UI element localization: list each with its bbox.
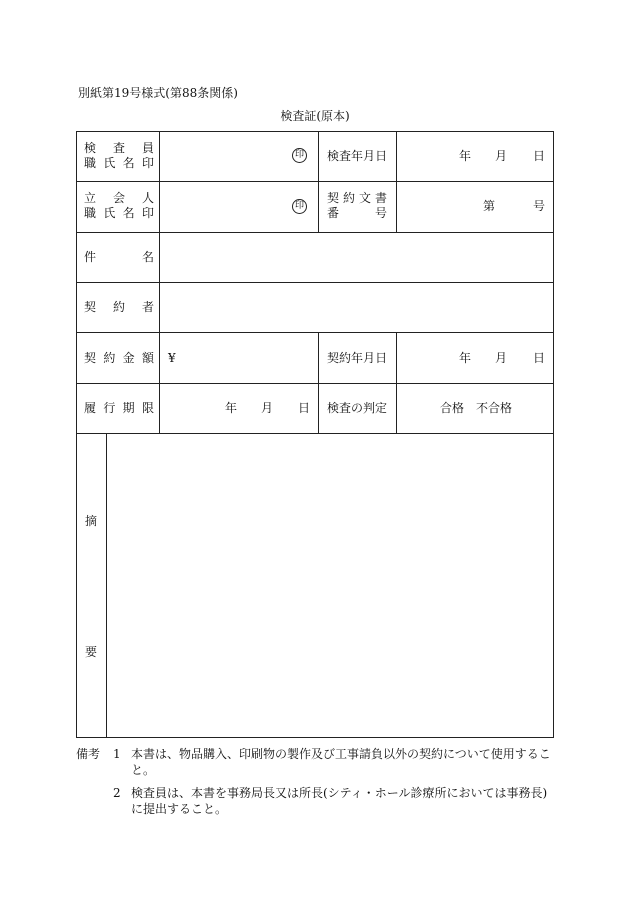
inspection-date-day: 日 — [533, 149, 546, 163]
remarks-label-top: 摘 — [85, 514, 98, 528]
form-number: 別紙第19号様式(第88条関係) — [78, 86, 238, 100]
deadline-day: 日 — [298, 401, 311, 415]
note-2-number: 2 — [113, 786, 121, 800]
judgement-label: 検査の判定 — [327, 401, 388, 415]
contract-date-month: 月 — [495, 351, 508, 365]
deadline-label: 履 行 期 限 — [84, 401, 154, 415]
contract-date-year: 年 — [459, 351, 472, 365]
judgement-options: 合格 不合格 — [440, 401, 513, 415]
note-2-text: 検査員は、本書を事務局長又は所長(シティ・ホール診療所においては事務長)に提出すること。 — [131, 786, 548, 816]
deadline-year: 年 — [225, 401, 238, 415]
witness-label: 立 会 人 — [84, 191, 154, 205]
contract-amount-label: 契 約 金 額 — [84, 351, 154, 365]
inspector-seal-mark: 印 — [292, 148, 307, 163]
yen-sign: ¥ — [168, 351, 176, 365]
note-1-number: 1 — [113, 747, 121, 761]
contract-doc-label: 契 約 文 書 — [327, 191, 387, 205]
remarks-label-bottom: 要 — [85, 645, 98, 659]
deadline-month: 月 — [261, 401, 274, 415]
inspector-label: 検 査 員 — [84, 141, 154, 155]
inspector-title-label: 職 氏 名 印 — [84, 156, 154, 170]
witness-title-label: 職 氏 名 印 — [84, 206, 154, 220]
inspection-date-month: 月 — [495, 149, 508, 163]
contract-date-day: 日 — [533, 351, 546, 365]
notes-label: 備考 — [76, 747, 101, 761]
witness-seal-mark: 印 — [292, 199, 307, 214]
contractor-label: 契 約 者 — [84, 300, 154, 314]
inspection-date-year: 年 — [459, 149, 472, 163]
contract-number-suffix: 号 — [533, 199, 546, 213]
contract-number-prefix: 第 — [483, 199, 496, 213]
subject-label: 件 名 — [84, 250, 154, 264]
note-1-text: 本書は、物品購入、印刷物の製作及び工事請負以外の契約について使用すること。 — [131, 747, 551, 777]
inspection-date-label: 検 査 年 月 日 — [327, 149, 388, 163]
contract-doc-number-label: 番 号 — [327, 206, 387, 220]
document-title: 検査証(原本) — [280, 109, 350, 123]
contract-date-label: 契 約 年 月 日 — [327, 351, 388, 365]
